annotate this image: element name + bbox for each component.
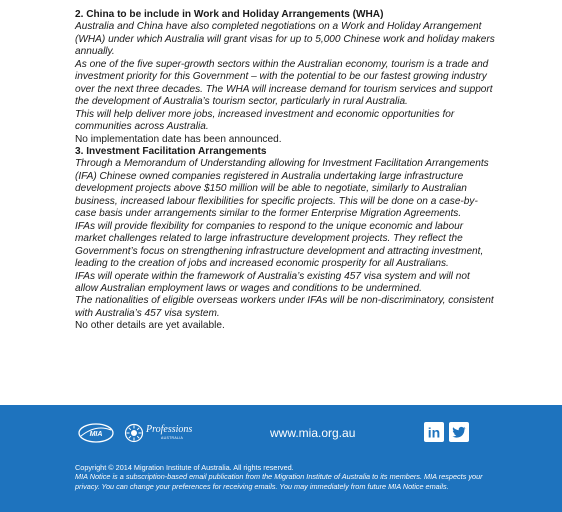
sun-icon	[124, 423, 144, 443]
legal-notice	[75, 463, 495, 491]
section-heading-wha: 2. China to be include in Work and Holiday Arrangements (WHA)	[75, 9, 384, 20]
section-heading-ifa: 3. Investment Facilitation Arrangements	[75, 145, 267, 157]
professions-logo-subtext: AUSTRALIA	[161, 436, 184, 440]
twitter-button[interactable]	[449, 422, 469, 442]
footer	[0, 405, 562, 512]
article-body	[75, 9, 495, 333]
wha-paragraph-3: This will help deliver more jobs, increased investment and economic opportunities for communities across Australia.	[75, 108, 455, 133]
ifa-paragraph-4: The nationalities of eligible overseas workers under IFAs will be non-discriminatory, consistent with Australia’s 457 visa system.	[75, 295, 494, 319]
ifa-paragraph-1: Through a Memorandum of Understanding allowing for Investment Facilitation Arrangements (IFA) Chinese owned companies registered in Australia undertaking large infrastructure development projects above $150 million will be able to negotiate, similarly to Australian business, increased labour flexibilities for specific projects. This will be done on a case-by-case basis under arrangements similar to the former Enterprise Migration Agreements.	[75, 158, 489, 220]
linkedin-button[interactable]	[424, 422, 444, 442]
copyright-text: Copyright © 2014 Migration Institute of Australia. All rights reserved.	[75, 463, 294, 472]
mia-logo-text: MIA	[89, 431, 103, 438]
ifa-paragraph-2: IFAs will provide flexibility for companies to respond to the unique economic and labour market challenges related to large infrastructure development projects. They reflect the Government’s focus on strengthening infrastructure development and attracting investment, leading to the creation of jobs and increased economic prosperity for all Australians.	[75, 220, 484, 270]
wha-paragraph-1: Australia and China have also completed negotiations on a Work and Holiday Arrangement (WHA) under which Australia will grant visas for up to 5,000 Chinese work and holiday makers annually.	[75, 21, 495, 58]
mia-logo-mark	[76, 421, 116, 445]
svg-text:in: in	[427, 424, 441, 441]
subscription-notice: MIA Notice is a subscription-based email publication from the Migration Institute of Australia to its members. MIA respects your privacy. You can change your preferences for receiving emails. You may immediately from future MIA Notice emails.	[75, 472, 483, 491]
mia-logo[interactable]	[76, 421, 116, 445]
twitter-bird-icon	[449, 422, 469, 442]
professions-logo-text: Professions	[146, 424, 193, 435]
linkedin-icon	[424, 422, 444, 442]
wha-paragraph-2: As one of the five super-growth sectors within the Australian economy, tourism is a trade and investment priority for this Government – with the potential to be our fastest growing industry over the next three decades. The WHA will increase demand for tourism services and support the development of Australia’s tourism sector, particularly in rural Australia.	[75, 58, 493, 108]
professions-australia-logo[interactable]	[124, 421, 214, 445]
ifa-paragraph-3: IFAs will operate within the framework of Australia’s existing 457 visa system and will not allow Australian employment laws or wages and conditions to be undermined.	[75, 270, 470, 294]
website-link[interactable]: www.mia.org.au	[270, 426, 356, 440]
ifa-note: No other details are yet available.	[75, 320, 225, 332]
wha-note: No implementation date has been announced.	[75, 133, 282, 145]
